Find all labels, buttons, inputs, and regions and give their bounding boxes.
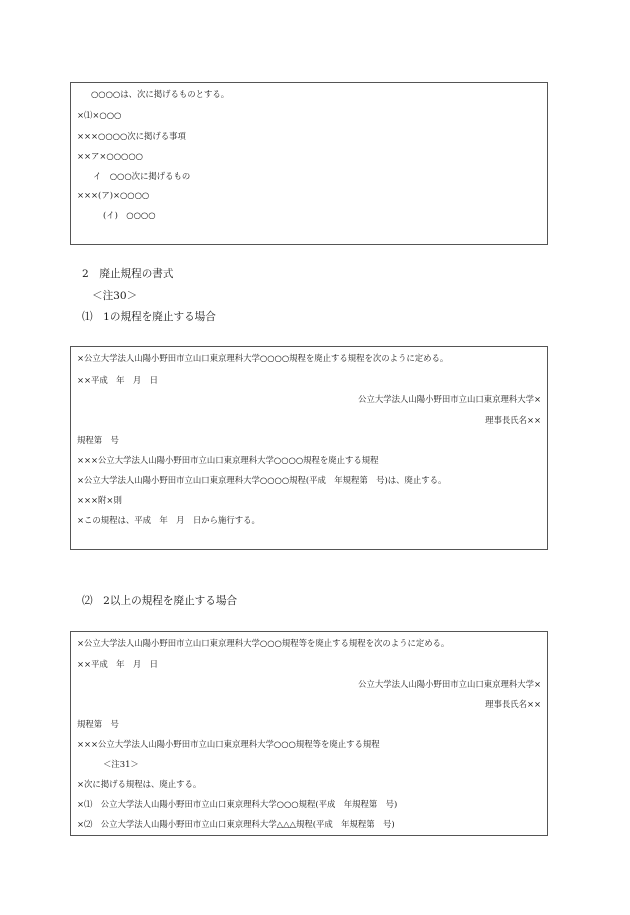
box1-line-7: (イ) ○○○○ [103, 210, 156, 220]
box3-line-2: ××平成 年 月 日 [77, 659, 159, 669]
box2-line-3: 公立大学法人山陽小野田市立山口東京理科大学× [358, 394, 541, 404]
section-heading: 2 廃止規程の書式 [82, 268, 174, 280]
box3-line-1: ×公立大学法人山陽小野田市立山口東京理科大学○○○規程等を廃止する規程を次のように定める。 [77, 638, 450, 648]
box3-note-31: ＜注31＞ [103, 759, 139, 769]
box1-line-3: ×××○○○○次に掲げる事項 [77, 131, 186, 141]
box3-line-5: 規程第 号 [77, 719, 119, 729]
box2-line-6: ×××公立大学法人山陽小野田市立山口東京理科大学○○○○規程を廃止する規程 [77, 455, 379, 465]
box1-line-2: ×⑴×○○○ [77, 110, 122, 120]
box1-line-6: ×××(ア)×○○○○ [77, 190, 150, 200]
box2-line-8: ×××附×則 [77, 495, 122, 505]
box2-line-5: 規程第 号 [77, 435, 119, 445]
box2-line-7: ×公立大学法人山陽小野田市立山口東京理科大学○○○○規程(平成 年規程第 号)は、廃止する。 [77, 475, 447, 485]
box3-line-9: ×⑴ 公立大学法人山陽小野田市立山口東京理科大学○○○規程(平成 年規程第 号) [77, 799, 398, 809]
box2-line-1: ×公立大学法人山陽小野田市立山口東京理科大学○○○○規程を廃止する規程を次のように定める。 [77, 353, 449, 363]
box3-line-3: 公立大学法人山陽小野田市立山口東京理科大学× [358, 679, 541, 689]
note-30: ＜注30＞ [92, 290, 138, 302]
box2-line-4: 理事長氏名×× [485, 415, 541, 425]
box1-line-4: ××ア×○○○○○ [77, 151, 143, 161]
single-repeal-form-box [70, 346, 548, 550]
box3-line-10: ×⑵ 公立大学法人山陽小野田市立山口東京理科大学△△△規程(平成 年規程第 号) [77, 819, 395, 829]
box3-line-8: ×次に掲げる規程は、廃止する。 [77, 779, 202, 789]
definition-box [70, 82, 548, 245]
box2-line-9: ×この規程は、平成 年 月 日から施行する。 [77, 515, 260, 525]
box1-line-1: ○○○○は、次に掲げるものとする。 [91, 89, 230, 99]
box2-line-2: ××平成 年 月 日 [77, 375, 159, 385]
subsection-2-heading: ⑵ 2以上の規程を廃止する場合 [82, 595, 238, 607]
box3-line-4: 理事長氏名×× [485, 699, 541, 709]
multiple-repeal-form-box [70, 631, 548, 836]
box3-line-6: ×××公立大学法人山陽小野田市立山口東京理科大学○○○規程等を廃止する規程 [77, 739, 380, 749]
subsection-1-heading: ⑴ 1の規程を廃止する場合 [82, 311, 216, 323]
box1-line-5: イ ○○○次に掲げるもの [93, 171, 191, 181]
